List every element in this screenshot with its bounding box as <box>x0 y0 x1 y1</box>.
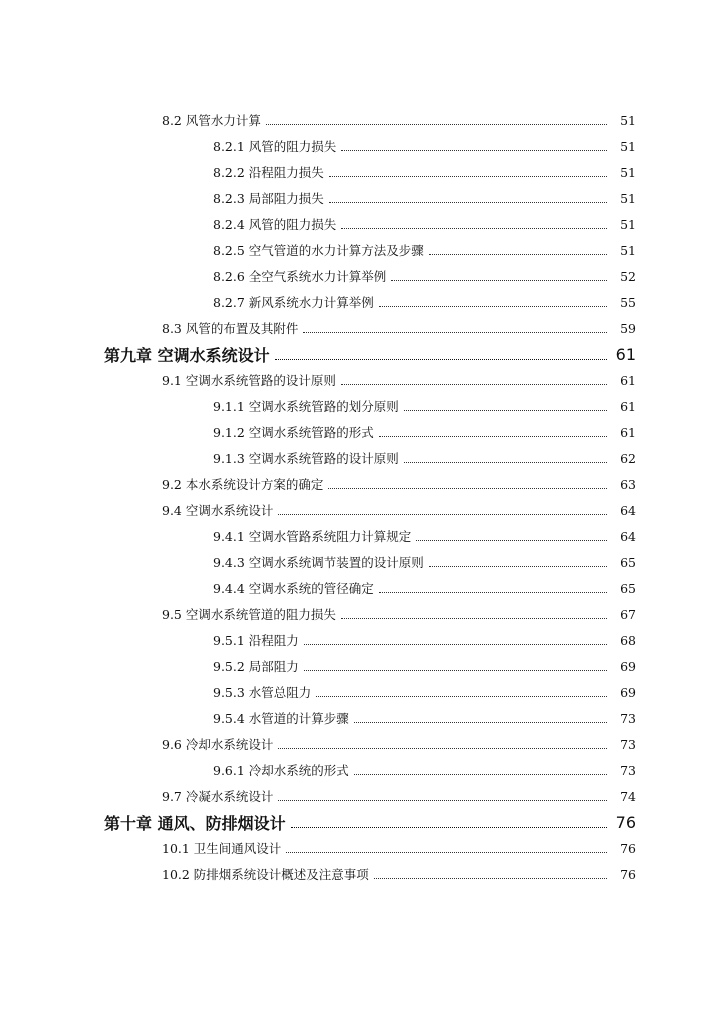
toc-entry-label: 8.2.3 局部阻力损失 <box>213 191 324 206</box>
toc-entry-label: 8.2.4 风管的阻力损失 <box>213 217 337 232</box>
toc-entry-page: 52 <box>620 268 636 284</box>
toc-entry-label: 9.4 空调水系统设计 <box>162 503 274 518</box>
toc-entry <box>0 211 724 237</box>
toc-entry <box>0 419 724 445</box>
toc-entry <box>0 289 724 315</box>
toc-entry-page: 67 <box>620 606 636 622</box>
dot-leader <box>404 410 607 411</box>
dot-leader <box>266 124 607 125</box>
dot-leader <box>329 202 607 203</box>
toc-entry-label: 9.5.4 水管道的计算步骤 <box>213 711 349 726</box>
toc-entry <box>0 497 724 523</box>
toc-entry-page: 69 <box>620 684 636 700</box>
toc-entry-page: 51 <box>620 138 636 154</box>
dot-leader <box>278 514 607 515</box>
dot-leader <box>329 176 607 177</box>
dot-leader <box>291 827 607 828</box>
toc-entry-page: 61 <box>620 372 636 388</box>
toc-entry <box>0 783 724 809</box>
toc-entry-label: 10.1 卫生间通风设计 <box>162 841 282 856</box>
toc-entry-label: 9.4.4 空调水系统的管径确定 <box>213 581 374 596</box>
toc-entry-page: 76 <box>620 866 636 882</box>
toc-entry-page: 63 <box>620 476 636 492</box>
toc-entry <box>0 601 724 627</box>
toc-entry-label: 9.6.1 冷却水系统的形式 <box>213 763 349 778</box>
toc-entry-label: 9.7 冷凝水系统设计 <box>162 789 274 804</box>
toc-entry <box>0 315 724 341</box>
dot-leader <box>354 774 607 775</box>
toc-entry-label: 9.1.3 空调水系统管路的设计原则 <box>213 451 399 466</box>
toc-entry-label: 9.1.1 空调水系统管路的划分原则 <box>213 399 399 414</box>
toc-entry-page: 51 <box>620 164 636 180</box>
table-of-contents <box>0 107 724 887</box>
dot-leader <box>429 566 607 567</box>
dot-leader <box>304 644 607 645</box>
dot-leader <box>328 488 607 489</box>
toc-entry-label: 9.5.3 水管总阻力 <box>213 685 312 700</box>
toc-chapter-label: 第十章 通风、防排烟设计 <box>104 813 286 833</box>
toc-entry <box>0 549 724 575</box>
dot-leader <box>354 722 607 723</box>
toc-entry-page: 65 <box>620 580 636 596</box>
toc-entry-page: 51 <box>620 242 636 258</box>
toc-entry-label: 9.5.2 局部阻力 <box>213 659 299 674</box>
dot-leader <box>429 254 607 255</box>
toc-entry-label: 10.2 防排烟系统设计概述及注意事项 <box>162 867 369 882</box>
toc-entry-page: 68 <box>620 632 636 648</box>
toc-entry <box>0 679 724 705</box>
toc-entry-page: 51 <box>620 216 636 232</box>
toc-entry-label: 8.2.7 新风系统水力计算举例 <box>213 295 374 310</box>
toc-chapter-entry <box>0 809 724 835</box>
toc-entry <box>0 107 724 133</box>
toc-entry-page: 64 <box>620 502 636 518</box>
toc-entry-label: 9.1.2 空调水系统管路的形式 <box>213 425 374 440</box>
toc-chapter-entry <box>0 341 724 367</box>
dot-leader <box>286 852 607 853</box>
dot-leader <box>379 592 607 593</box>
toc-entry-label: 8.2 风管水力计算 <box>162 113 261 128</box>
dot-leader <box>416 540 607 541</box>
dot-leader <box>341 228 607 229</box>
toc-entry-page: 73 <box>620 710 636 726</box>
dot-leader <box>275 359 607 360</box>
toc-entry <box>0 731 724 757</box>
dot-leader <box>341 150 607 151</box>
toc-entry-label: 9.6 冷却水系统设计 <box>162 737 274 752</box>
toc-entry-page: 73 <box>620 736 636 752</box>
toc-entry <box>0 653 724 679</box>
toc-entry-label: 8.2.5 空气管道的水力计算方法及步骤 <box>213 243 424 258</box>
dot-leader <box>278 748 607 749</box>
toc-entry-page: 61 <box>620 424 636 440</box>
toc-entry-label: 9.5.1 沿程阻力 <box>213 633 299 648</box>
dot-leader <box>374 878 607 879</box>
toc-entry-label: 8.2.6 全空气系统水力计算举例 <box>213 269 387 284</box>
toc-entry <box>0 445 724 471</box>
toc-entry-page: 73 <box>620 762 636 778</box>
toc-chapter-page: 61 <box>615 344 636 364</box>
dot-leader <box>341 384 607 385</box>
toc-entry <box>0 575 724 601</box>
toc-entry-label: 9.5 空调水系统管道的阻力损失 <box>162 607 336 622</box>
toc-entry <box>0 861 724 887</box>
toc-entry <box>0 705 724 731</box>
toc-entry-page: 61 <box>620 398 636 414</box>
toc-entry-label: 8.3 风管的布置及其附件 <box>162 321 299 336</box>
toc-entry-page: 64 <box>620 528 636 544</box>
toc-entry-page: 59 <box>620 320 636 336</box>
dot-leader <box>404 462 607 463</box>
toc-entry-page: 62 <box>620 450 636 466</box>
toc-entry <box>0 393 724 419</box>
toc-entry <box>0 835 724 861</box>
toc-entry-page: 51 <box>620 190 636 206</box>
toc-entry-page: 74 <box>620 788 636 804</box>
toc-entry <box>0 757 724 783</box>
toc-entry-page: 55 <box>620 294 636 310</box>
toc-entry-page: 51 <box>620 112 636 128</box>
toc-entry-label: 9.4.3 空调水系统调节装置的设计原则 <box>213 555 424 570</box>
toc-entry-page: 65 <box>620 554 636 570</box>
dot-leader <box>278 800 607 801</box>
toc-entry-label: 8.2.2 沿程阻力损失 <box>213 165 324 180</box>
toc-entry <box>0 159 724 185</box>
dot-leader <box>391 280 607 281</box>
toc-entry <box>0 185 724 211</box>
toc-entry <box>0 237 724 263</box>
toc-entry <box>0 523 724 549</box>
toc-chapter-label: 第九章 空调水系统设计 <box>104 345 270 365</box>
toc-entry-page: 69 <box>620 658 636 674</box>
dot-leader <box>341 618 607 619</box>
dot-leader <box>304 670 607 671</box>
toc-entry-label: 9.1 空调水系统管路的设计原则 <box>162 373 336 388</box>
toc-entry <box>0 367 724 393</box>
toc-entry <box>0 263 724 289</box>
dot-leader <box>379 306 607 307</box>
toc-entry-label: 9.4.1 空调水管路系统阻力计算规定 <box>213 529 412 544</box>
toc-entry <box>0 471 724 497</box>
toc-chapter-page: 76 <box>615 812 636 832</box>
dot-leader <box>303 332 607 333</box>
toc-entry <box>0 627 724 653</box>
dot-leader <box>316 696 607 697</box>
toc-entry-page: 76 <box>620 840 636 856</box>
toc-entry <box>0 133 724 159</box>
toc-entry-label: 9.2 本水系统设计方案的确定 <box>162 477 324 492</box>
toc-entry-label: 8.2.1 风管的阻力损失 <box>213 139 337 154</box>
dot-leader <box>379 436 607 437</box>
